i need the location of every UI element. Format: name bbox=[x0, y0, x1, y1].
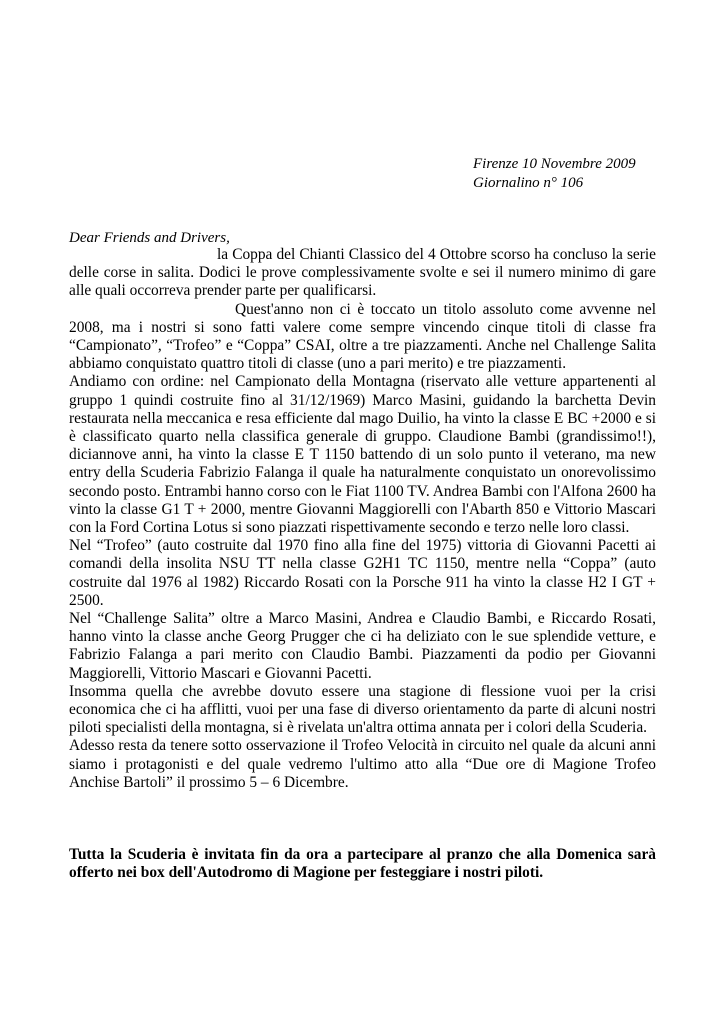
dateline bbox=[473, 155, 636, 193]
paragraph-season: Insomma quella che avrebbe dovuto essere una stagione di flessione vuoi per la crisi economica che ci ha afflitti, vuoi per una fase di diverso orientamento da parte di alcuni nostri piloti specialisti della montagna, si è rivelata un'altra ottima annata per i colori della Scuderia. bbox=[69, 682, 656, 737]
paragraph-campionato: Andiamo con ordine: nel Campionato della Montagna (riservato alle vetture appartenenti al gruppo 1 quindi costruite fino al 31/12/1969) Marco Masini, guidando la barchetta Devin restaurata nella meccanica e resa efficiente dal mago Duilio, ha vinto la classe E BC +2000 e si è classificato quarto nella classifica generale di gruppo. Claudione Bambi (grandissimo!!), diciannove anni, ha vinto la classe E T 1150 battendo di un solo punto il veterano, ma new entry della Scuderia Fabrizio Falanga il quale ha naturalmente conquistato un onorevolissimo secondo posto. Entrambi hanno corso con le Fiat 1100 TV. Andrea Bambi con l'Alfona 2600 ha vinto la classe G1 T + 2000, mentre Giovanni Maggiorelli con l'Abarth 850 e Vittorio Mascari con la Ford Cortina Lotus si sono piazzati rispettivamente secondo e terzo nelle loro classi. bbox=[69, 373, 656, 537]
place-date: Firenze 10 Novembre 2009 bbox=[473, 156, 636, 172]
letter-body bbox=[69, 246, 656, 792]
closing-invitation: Tutta la Scuderia è invitata fin da ora a partecipare al pranzo che alla Domenica sarà offerto nei box dell'Autodromo di Magione per festeggiare i nostri piloti. bbox=[69, 846, 656, 882]
paragraph-circuit: Adesso resta da tenere sotto osservazione il Trofeo Velocità in circuito nel quale da alcuni anni siamo i protagonisti e del quale vedremo l'ultimo atto alla “Due ore di Magione Trofeo Anchise Bartoli” il prossimo 5 – 6 Dicembre. bbox=[69, 737, 656, 791]
salutation: Dear Friends and Drivers, bbox=[69, 230, 230, 246]
issue-number: Giornalino n° 106 bbox=[473, 175, 584, 191]
paragraph-challenge: Nel “Challenge Salita” oltre a Marco Masini, Andrea e Claudio Bambi, e Riccardo Rosati, hanno vinto la classe anche Georg Prugger che ci ha deliziato con le sue splendide vetture, e Fabrizio Falanga a pari merito con Claudio Bambi. Piazzamenti da podio per Giovanni Maggiorelli, Vittorio Mascari e Giovanni Pacetti. bbox=[69, 610, 656, 682]
paragraph-intro: la Coppa del Chianti Classico del 4 Ottobre scorso ha concluso la serie delle corse in salita. Dodici le prove complessivamente svolte e sei il numero minimo di gare alle quali occorreva prender parte per qualificarsi. bbox=[69, 246, 656, 300]
paragraph-summary: Quest'anno non ci è toccato un titolo assoluto come avvenne nel 2008, ma i nostri si sono fatti valere come sempre vincendo cinque titoli di classe fra “Campionato”, “Trofeo” e “Coppa” CSAI, oltre a tre piazzamenti. Anche nel Challenge Salita abbiamo conquistato quattro titoli di classe (uno a pari merito) e tre piazzamenti. bbox=[69, 300, 656, 373]
paragraph-trofeo: Nel “Trofeo” (auto costruite dal 1970 fino alla fine del 1975) vittoria di Giovanni Pacetti ai comandi della insolita NSU TT nella classe G2H1 TC 1150, mentre nella “Coppa” (auto costruite dal 1976 al 1982) Riccardo Rosati con la Porsche 911 ha vinto la classe H2 I GT + 2500. bbox=[69, 537, 656, 609]
